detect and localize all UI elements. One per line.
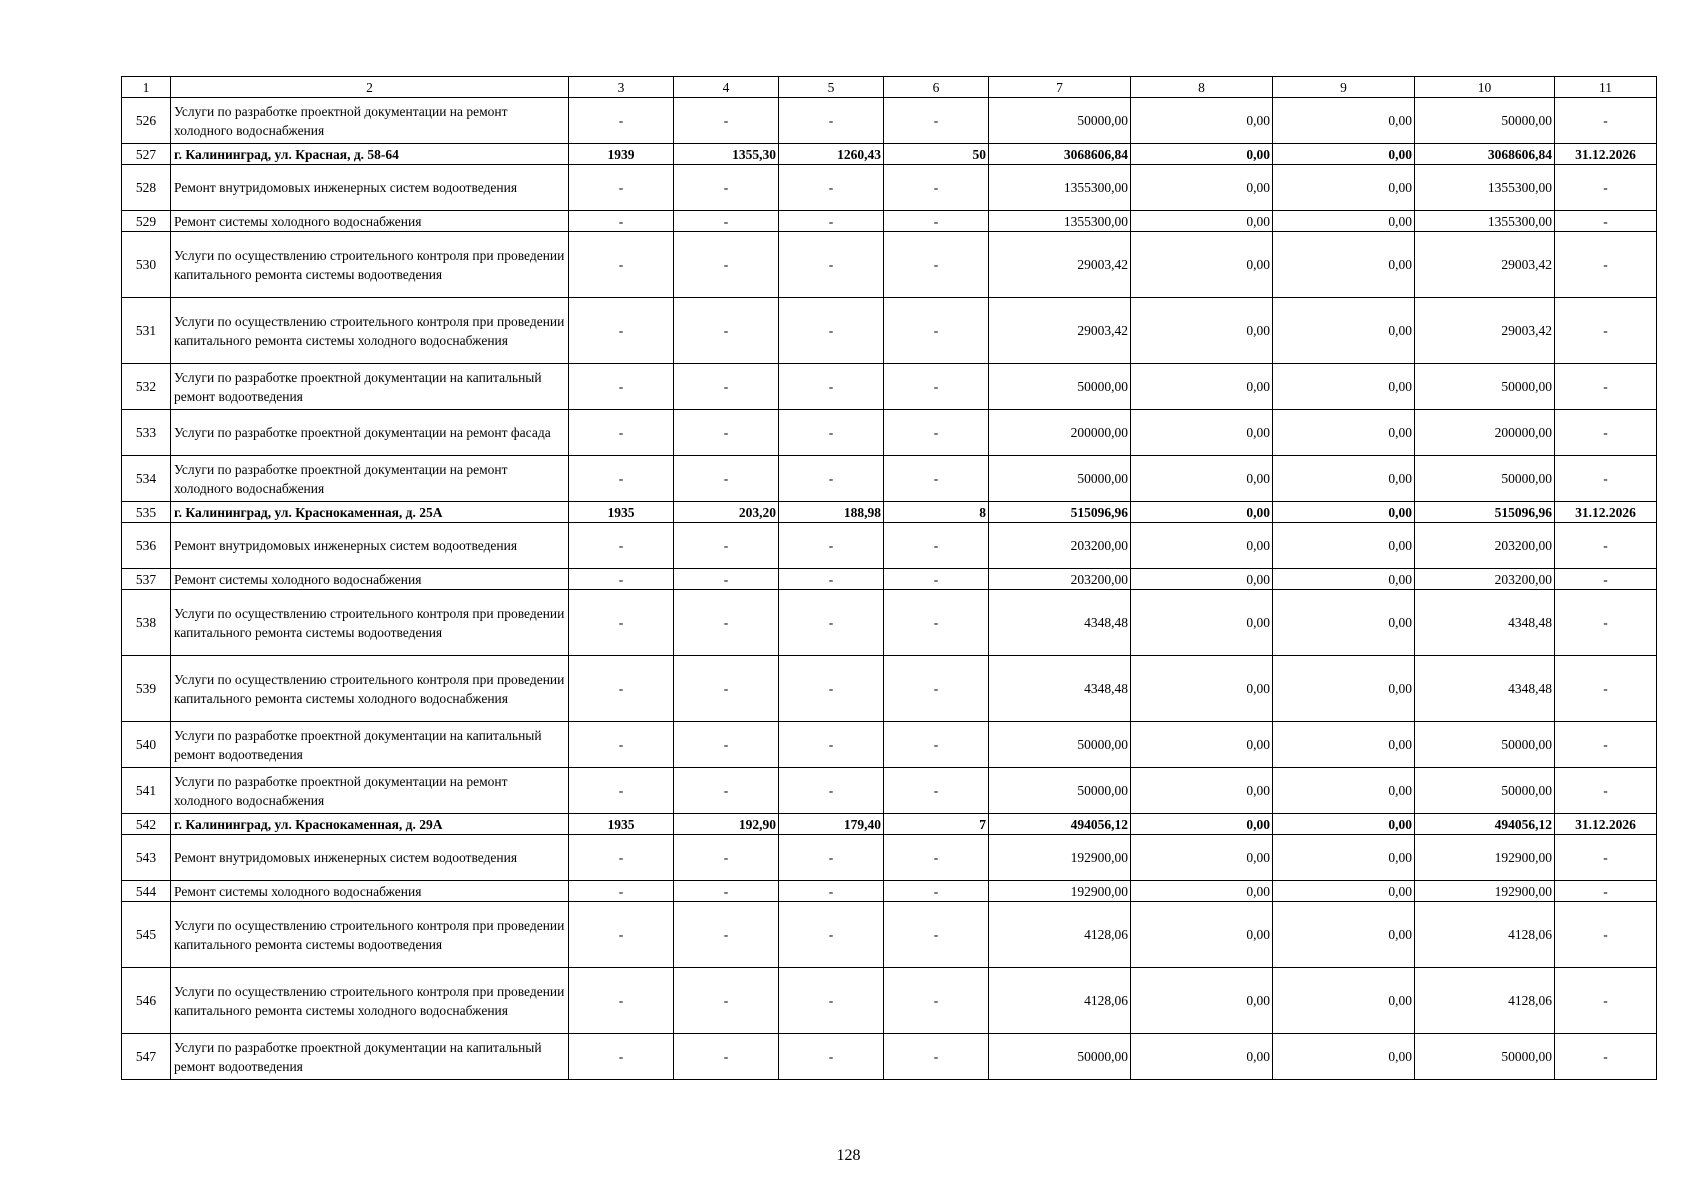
cell-col7: 515096,96 — [989, 502, 1131, 523]
cell-col6: - — [884, 165, 989, 211]
cell-col8: 0,00 — [1131, 165, 1273, 211]
column-header: 8 — [1131, 77, 1273, 98]
cell-col11: - — [1555, 902, 1657, 968]
cell-col7: 203200,00 — [989, 523, 1131, 569]
cell-col7: 50000,00 — [989, 722, 1131, 768]
table-row — [122, 364, 1657, 410]
cell-col11: - — [1555, 364, 1657, 410]
cell-col9: 0,00 — [1273, 968, 1415, 1034]
cell-col5: - — [779, 523, 884, 569]
cell-col9: 0,00 — [1273, 1034, 1415, 1080]
page-number: 128 — [836, 1147, 861, 1164]
address-row — [122, 502, 1657, 523]
cell-col11: 31.12.2026 — [1555, 814, 1657, 835]
cell-col8: 0,00 — [1131, 144, 1273, 165]
cell-col3: - — [569, 410, 674, 456]
row-number: 532 — [122, 364, 171, 410]
cell-col9: 0,00 — [1273, 569, 1415, 590]
cell-col3: 1935 — [569, 814, 674, 835]
cell-col9: 0,00 — [1273, 410, 1415, 456]
cell-col7: 1355300,00 — [989, 211, 1131, 232]
cell-col4: - — [674, 410, 779, 456]
cell-col6: - — [884, 98, 989, 144]
cell-col8: 0,00 — [1131, 1034, 1273, 1080]
row-number: 545 — [122, 902, 171, 968]
cell-col5: - — [779, 569, 884, 590]
cell-col9: 0,00 — [1273, 98, 1415, 144]
work-name: Ремонт системы холодного водоснабжения — [171, 881, 569, 902]
cell-col9: 0,00 — [1273, 364, 1415, 410]
row-number: 534 — [122, 456, 171, 502]
cell-col9: 0,00 — [1273, 768, 1415, 814]
cell-col5: 1260,43 — [779, 144, 884, 165]
table-row — [122, 165, 1657, 211]
cell-col9: 0,00 — [1273, 835, 1415, 881]
table-row — [122, 835, 1657, 881]
cell-col11: - — [1555, 768, 1657, 814]
cell-col9: 0,00 — [1273, 211, 1415, 232]
cell-col9: 0,00 — [1273, 165, 1415, 211]
cell-col8: 0,00 — [1131, 232, 1273, 298]
work-name: Услуги по осуществлению строительного контроля при проведении капитального ремонта системы холодного водоснабжения — [171, 298, 569, 364]
table-row — [122, 211, 1657, 232]
cell-col3: - — [569, 232, 674, 298]
cell-col8: 0,00 — [1131, 968, 1273, 1034]
table-row — [122, 968, 1657, 1034]
cell-col9: 0,00 — [1273, 814, 1415, 835]
cell-col8: 0,00 — [1131, 835, 1273, 881]
cell-col4: - — [674, 590, 779, 656]
row-number: 529 — [122, 211, 171, 232]
cell-col9: 0,00 — [1273, 502, 1415, 523]
row-number: 531 — [122, 298, 171, 364]
column-header: 3 — [569, 77, 674, 98]
work-name: Ремонт внутридомовых инженерных систем водоотведения — [171, 165, 569, 211]
cell-col10: 29003,42 — [1415, 298, 1555, 364]
cell-col7: 1355300,00 — [989, 165, 1131, 211]
cell-col4: - — [674, 722, 779, 768]
work-name: Ремонт внутридомовых инженерных систем водоотведения — [171, 523, 569, 569]
work-name: Услуги по разработке проектной документации на ремонт холодного водоснабжения — [171, 456, 569, 502]
cell-col6: - — [884, 569, 989, 590]
cell-col8: 0,00 — [1131, 881, 1273, 902]
cell-col7: 4348,48 — [989, 590, 1131, 656]
cell-col4: - — [674, 768, 779, 814]
cell-col3: - — [569, 523, 674, 569]
work-name: Услуги по разработке проектной документации на капитальный ремонт водоотведения — [171, 364, 569, 410]
cell-col11: - — [1555, 232, 1657, 298]
work-name: г. Калининград, ул. Краснокаменная, д. 29А — [171, 814, 569, 835]
cell-col8: 0,00 — [1131, 211, 1273, 232]
cell-col4: - — [674, 902, 779, 968]
cell-col10: 50000,00 — [1415, 98, 1555, 144]
cell-col4: - — [674, 569, 779, 590]
cell-col8: 0,00 — [1131, 590, 1273, 656]
cell-col5: - — [779, 232, 884, 298]
cell-col11: 31.12.2026 — [1555, 144, 1657, 165]
row-number: 533 — [122, 410, 171, 456]
cell-col10: 4128,06 — [1415, 902, 1555, 968]
cell-col10: 3068606,84 — [1415, 144, 1555, 165]
cell-col5: - — [779, 881, 884, 902]
cell-col11: - — [1555, 881, 1657, 902]
row-number: 547 — [122, 1034, 171, 1080]
cell-col11: - — [1555, 98, 1657, 144]
cell-col8: 0,00 — [1131, 523, 1273, 569]
work-name: Услуги по разработке проектной документации на капитальный ремонт водоотведения — [171, 1034, 569, 1080]
cell-col3: - — [569, 768, 674, 814]
row-number: 536 — [122, 523, 171, 569]
column-header: 5 — [779, 77, 884, 98]
address-row — [122, 144, 1657, 165]
cell-col6: - — [884, 968, 989, 1034]
cell-col4: - — [674, 165, 779, 211]
column-header: 4 — [674, 77, 779, 98]
table-row — [122, 232, 1657, 298]
works-table-container — [121, 76, 1656, 1080]
cell-col5: 179,40 — [779, 814, 884, 835]
cell-col8: 0,00 — [1131, 902, 1273, 968]
cell-col4: - — [674, 211, 779, 232]
cell-col9: 0,00 — [1273, 523, 1415, 569]
cell-col9: 0,00 — [1273, 144, 1415, 165]
cell-col10: 50000,00 — [1415, 364, 1555, 410]
cell-col8: 0,00 — [1131, 410, 1273, 456]
cell-col8: 0,00 — [1131, 456, 1273, 502]
cell-col9: 0,00 — [1273, 298, 1415, 364]
cell-col10: 192900,00 — [1415, 835, 1555, 881]
cell-col4: - — [674, 523, 779, 569]
cell-col5: - — [779, 1034, 884, 1080]
table-row — [122, 881, 1657, 902]
cell-col3: 1935 — [569, 502, 674, 523]
cell-col10: 29003,42 — [1415, 232, 1555, 298]
cell-col6: - — [884, 881, 989, 902]
cell-col6: - — [884, 722, 989, 768]
work-name: Услуги по разработке проектной документации на ремонт холодного водоснабжения — [171, 768, 569, 814]
table-row — [122, 590, 1657, 656]
cell-col10: 494056,12 — [1415, 814, 1555, 835]
cell-col7: 192900,00 — [989, 835, 1131, 881]
cell-col4: 203,20 — [674, 502, 779, 523]
work-name: Услуги по разработке проектной документации на капитальный ремонт водоотведения — [171, 722, 569, 768]
cell-col4: - — [674, 881, 779, 902]
cell-col4: 1355,30 — [674, 144, 779, 165]
cell-col8: 0,00 — [1131, 502, 1273, 523]
cell-col6: - — [884, 768, 989, 814]
row-number: 535 — [122, 502, 171, 523]
cell-col11: - — [1555, 410, 1657, 456]
cell-col11: - — [1555, 656, 1657, 722]
cell-col3: - — [569, 98, 674, 144]
table-row — [122, 456, 1657, 502]
cell-col8: 0,00 — [1131, 298, 1273, 364]
cell-col5: - — [779, 211, 884, 232]
table-row — [122, 523, 1657, 569]
cell-col8: 0,00 — [1131, 656, 1273, 722]
cell-col7: 50000,00 — [989, 364, 1131, 410]
cell-col4: - — [674, 835, 779, 881]
column-header: 1 — [122, 77, 171, 98]
cell-col10: 50000,00 — [1415, 456, 1555, 502]
cell-col3: - — [569, 590, 674, 656]
row-number: 542 — [122, 814, 171, 835]
cell-col3: - — [569, 1034, 674, 1080]
work-name: Услуги по осуществлению строительного контроля при проведении капитального ремонта системы водоотведения — [171, 590, 569, 656]
cell-col4: - — [674, 98, 779, 144]
cell-col3: - — [569, 902, 674, 968]
column-header: 9 — [1273, 77, 1415, 98]
cell-col10: 50000,00 — [1415, 768, 1555, 814]
cell-col3: - — [569, 569, 674, 590]
cell-col9: 0,00 — [1273, 722, 1415, 768]
table-row — [122, 1034, 1657, 1080]
table-row — [122, 298, 1657, 364]
cell-col6: - — [884, 211, 989, 232]
cell-col6: - — [884, 656, 989, 722]
column-header: 10 — [1415, 77, 1555, 98]
cell-col3: - — [569, 835, 674, 881]
cell-col4: - — [674, 364, 779, 410]
cell-col5: - — [779, 456, 884, 502]
cell-col3: - — [569, 165, 674, 211]
work-name: г. Калининград, ул. Красная, д. 58-64 — [171, 144, 569, 165]
cell-col9: 0,00 — [1273, 881, 1415, 902]
cell-col10: 4128,06 — [1415, 968, 1555, 1034]
table-row — [122, 98, 1657, 144]
cell-col11: 31.12.2026 — [1555, 502, 1657, 523]
cell-col4: - — [674, 298, 779, 364]
cell-col4: - — [674, 656, 779, 722]
cell-col11: - — [1555, 211, 1657, 232]
cell-col5: - — [779, 968, 884, 1034]
work-name: Ремонт системы холодного водоснабжения — [171, 211, 569, 232]
cell-col10: 1355300,00 — [1415, 165, 1555, 211]
work-name: г. Калининград, ул. Краснокаменная, д. 25А — [171, 502, 569, 523]
cell-col5: - — [779, 298, 884, 364]
row-number: 540 — [122, 722, 171, 768]
cell-col11: - — [1555, 165, 1657, 211]
cell-col11: - — [1555, 523, 1657, 569]
work-name: Услуги по осуществлению строительного контроля при проведении капитального ремонта системы холодного водоснабжения — [171, 968, 569, 1034]
table-row — [122, 656, 1657, 722]
work-name: Ремонт системы холодного водоснабжения — [171, 569, 569, 590]
column-number-header-row — [122, 77, 1657, 98]
cell-col7: 50000,00 — [989, 768, 1131, 814]
cell-col7: 29003,42 — [989, 298, 1131, 364]
cell-col6: - — [884, 364, 989, 410]
cell-col6: - — [884, 232, 989, 298]
cell-col11: - — [1555, 569, 1657, 590]
work-name: Услуги по осуществлению строительного контроля при проведении капитального ремонта системы водоотведения — [171, 232, 569, 298]
cell-col6: - — [884, 456, 989, 502]
cell-col6: - — [884, 902, 989, 968]
table-row — [122, 410, 1657, 456]
cell-col10: 50000,00 — [1415, 1034, 1555, 1080]
work-name: Услуги по осуществлению строительного контроля при проведении капитального ремонта системы водоотведения — [171, 902, 569, 968]
cell-col4: - — [674, 232, 779, 298]
cell-col3: - — [569, 881, 674, 902]
table-row — [122, 569, 1657, 590]
cell-col10: 50000,00 — [1415, 722, 1555, 768]
cell-col4: 192,90 — [674, 814, 779, 835]
cell-col5: - — [779, 722, 884, 768]
address-row — [122, 814, 1657, 835]
table-row — [122, 722, 1657, 768]
cell-col6: 8 — [884, 502, 989, 523]
row-number: 546 — [122, 968, 171, 1034]
cell-col9: 0,00 — [1273, 902, 1415, 968]
cell-col3: - — [569, 298, 674, 364]
cell-col5: - — [779, 165, 884, 211]
cell-col7: 192900,00 — [989, 881, 1131, 902]
cell-col7: 200000,00 — [989, 410, 1131, 456]
cell-col5: 188,98 — [779, 502, 884, 523]
cell-col11: - — [1555, 456, 1657, 502]
row-number: 537 — [122, 569, 171, 590]
cell-col10: 515096,96 — [1415, 502, 1555, 523]
cell-col5: - — [779, 902, 884, 968]
cell-col8: 0,00 — [1131, 364, 1273, 410]
row-number: 539 — [122, 656, 171, 722]
cell-col10: 203200,00 — [1415, 569, 1555, 590]
cell-col3: - — [569, 656, 674, 722]
row-number: 543 — [122, 835, 171, 881]
cell-col11: - — [1555, 1034, 1657, 1080]
row-number: 530 — [122, 232, 171, 298]
cell-col8: 0,00 — [1131, 98, 1273, 144]
column-header: 6 — [884, 77, 989, 98]
cell-col10: 4348,48 — [1415, 590, 1555, 656]
cell-col7: 4128,06 — [989, 902, 1131, 968]
cell-col3: 1939 — [569, 144, 674, 165]
cell-col8: 0,00 — [1131, 722, 1273, 768]
cell-col4: - — [674, 968, 779, 1034]
cell-col10: 192900,00 — [1415, 881, 1555, 902]
row-number: 541 — [122, 768, 171, 814]
table-body — [122, 77, 1657, 1080]
cell-col9: 0,00 — [1273, 590, 1415, 656]
cell-col4: - — [674, 1034, 779, 1080]
work-name: Услуги по разработке проектной документации на ремонт холодного водоснабжения — [171, 98, 569, 144]
row-number: 528 — [122, 165, 171, 211]
cell-col8: 0,00 — [1131, 814, 1273, 835]
cell-col8: 0,00 — [1131, 569, 1273, 590]
cell-col7: 50000,00 — [989, 456, 1131, 502]
cell-col5: - — [779, 590, 884, 656]
cell-col9: 0,00 — [1273, 656, 1415, 722]
cell-col4: - — [674, 456, 779, 502]
cell-col10: 203200,00 — [1415, 523, 1555, 569]
cell-col5: - — [779, 410, 884, 456]
row-number: 527 — [122, 144, 171, 165]
cell-col11: - — [1555, 968, 1657, 1034]
cell-col7: 203200,00 — [989, 569, 1131, 590]
cell-col6: - — [884, 1034, 989, 1080]
cell-col5: - — [779, 835, 884, 881]
work-name: Ремонт внутридомовых инженерных систем водоотведения — [171, 835, 569, 881]
table-row — [122, 902, 1657, 968]
row-number: 526 — [122, 98, 171, 144]
cell-col7: 494056,12 — [989, 814, 1131, 835]
cell-col5: - — [779, 768, 884, 814]
row-number: 544 — [122, 881, 171, 902]
cell-col6: - — [884, 410, 989, 456]
table-row — [122, 768, 1657, 814]
cell-col8: 0,00 — [1131, 768, 1273, 814]
column-header: 7 — [989, 77, 1131, 98]
cell-col11: - — [1555, 590, 1657, 656]
cell-col3: - — [569, 364, 674, 410]
cell-col5: - — [779, 98, 884, 144]
cell-col6: - — [884, 590, 989, 656]
cell-col11: - — [1555, 722, 1657, 768]
work-name: Услуги по осуществлению строительного контроля при проведении капитального ремонта системы холодного водоснабжения — [171, 656, 569, 722]
cell-col9: 0,00 — [1273, 456, 1415, 502]
cell-col6: - — [884, 298, 989, 364]
row-number: 538 — [122, 590, 171, 656]
cell-col3: - — [569, 722, 674, 768]
cell-col7: 4128,06 — [989, 968, 1131, 1034]
cell-col6: - — [884, 835, 989, 881]
cell-col7: 4348,48 — [989, 656, 1131, 722]
cell-col5: - — [779, 656, 884, 722]
cell-col9: 0,00 — [1273, 232, 1415, 298]
cell-col7: 3068606,84 — [989, 144, 1131, 165]
cell-col10: 200000,00 — [1415, 410, 1555, 456]
cell-col3: - — [569, 211, 674, 232]
cell-col5: - — [779, 364, 884, 410]
cell-col6: 7 — [884, 814, 989, 835]
works-table — [121, 76, 1657, 1080]
column-header: 11 — [1555, 77, 1657, 98]
cell-col3: - — [569, 456, 674, 502]
cell-col11: - — [1555, 835, 1657, 881]
cell-col6: - — [884, 523, 989, 569]
cell-col3: - — [569, 968, 674, 1034]
column-header: 2 — [171, 77, 569, 98]
cell-col7: 50000,00 — [989, 98, 1131, 144]
cell-col6: 50 — [884, 144, 989, 165]
cell-col7: 50000,00 — [989, 1034, 1131, 1080]
cell-col10: 4348,48 — [1415, 656, 1555, 722]
cell-col10: 1355300,00 — [1415, 211, 1555, 232]
cell-col11: - — [1555, 298, 1657, 364]
work-name: Услуги по разработке проектной документации на ремонт фасада — [171, 410, 569, 456]
cell-col7: 29003,42 — [989, 232, 1131, 298]
